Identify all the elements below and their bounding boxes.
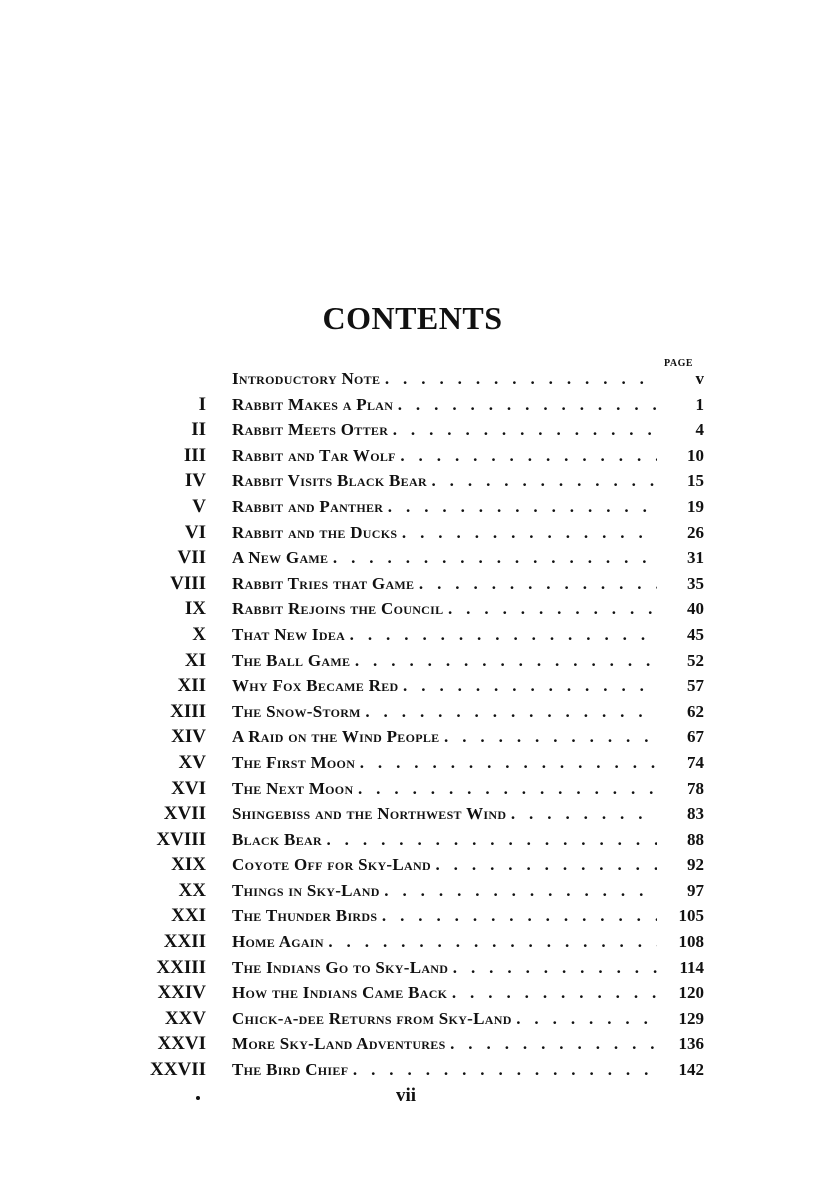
chapter-numeral: XVI: [171, 777, 206, 799]
chapter-title: The Ball Game . .: [232, 648, 657, 674]
table-of-contents: [0, 366, 840, 1083]
toc-entry[interactable]: [0, 443, 840, 469]
toc-entry[interactable]: [0, 520, 840, 546]
page-number: 88: [687, 829, 704, 849]
chapter-title: A New Game . .: [232, 545, 657, 571]
toc-entry[interactable]: [0, 903, 840, 929]
chapter-title: How the Indians Came Back . .: [232, 980, 657, 1006]
page-number: 120: [678, 983, 704, 1003]
chapter-title: Rabbit Makes a Plan . .: [232, 392, 657, 418]
page-number: 129: [678, 1008, 704, 1028]
toc-entry[interactable]: [0, 494, 840, 520]
chapter-numeral: XV: [178, 751, 206, 773]
chapter-numeral: VII: [177, 547, 206, 569]
toc-entry[interactable]: [0, 622, 840, 648]
toc-entry[interactable]: [0, 929, 840, 955]
chapter-title: The First Moon . .: [232, 750, 657, 776]
toc-entry[interactable]: [0, 468, 840, 494]
chapter-title: Rabbit Meets Otter . .: [232, 417, 657, 443]
page-number: 40: [687, 599, 704, 619]
chapter-numeral: XXI: [171, 905, 206, 927]
page-number: 1: [695, 394, 704, 414]
page-number: v: [695, 369, 704, 388]
toc-entry[interactable]: [0, 980, 840, 1006]
chapter-numeral: XIII: [170, 700, 206, 722]
chapter-title: Rabbit and Tar Wolf . .: [232, 443, 657, 469]
toc-entry[interactable]: [0, 417, 840, 443]
page-number: 67: [687, 727, 704, 747]
toc-entry[interactable]: [0, 392, 840, 418]
chapter-title: The Snow-Storm . .: [232, 699, 657, 725]
toc-entry[interactable]: [0, 1031, 840, 1057]
toc-entry[interactable]: [0, 878, 840, 904]
chapter-title: Rabbit Rejoins the Council . .: [232, 596, 657, 622]
toc-entry[interactable]: [0, 596, 840, 622]
chapter-numeral: XXIII: [156, 956, 206, 978]
chapter-title: The Bird Chief . .: [232, 1057, 657, 1083]
page-number: 35: [687, 573, 704, 593]
chapter-numeral: XIV: [171, 726, 206, 748]
page-number: 62: [687, 701, 704, 721]
page-number: 136: [678, 1034, 704, 1054]
chapter-title: The Next Moon . .: [232, 776, 657, 802]
chapter-numeral: XIX: [171, 854, 206, 876]
page-number: 45: [687, 624, 704, 644]
chapter-numeral: XI: [184, 649, 206, 671]
chapter-title: Coyote Off for Sky-Land . .: [232, 852, 657, 878]
page-number: 105: [678, 906, 704, 926]
page-number: 52: [687, 650, 704, 670]
chapter-title: Rabbit and the Ducks . .: [232, 520, 657, 546]
page-number: 74: [687, 752, 704, 772]
chapter-numeral: XII: [177, 675, 206, 697]
chapter-title: That New Idea . .: [232, 622, 657, 648]
chapter-numeral: III: [183, 444, 206, 466]
toc-entry[interactable]: [0, 955, 840, 981]
chapter-numeral: VI: [184, 521, 206, 543]
chapter-title: More Sky-Land Adventures . .: [232, 1031, 657, 1057]
toc-entry[interactable]: [0, 1006, 840, 1032]
toc-entry[interactable]: [0, 648, 840, 674]
chapter-numeral: IX: [184, 598, 206, 620]
page-number: 83: [687, 804, 704, 824]
toc-entry[interactable]: [0, 776, 840, 802]
page-number: 4: [695, 420, 704, 440]
chapter-title: Things in Sky-Land . .: [232, 878, 657, 904]
chapter-title: Rabbit and Panther . .: [232, 494, 657, 520]
chapter-numeral: XXVI: [157, 1033, 206, 1055]
page-number: 114: [679, 957, 704, 977]
toc-entry[interactable]: [0, 750, 840, 776]
chapter-numeral: XVIII: [156, 828, 206, 850]
chapter-title: Chick-a-dee Returns from Sky-Land . .: [232, 1006, 657, 1032]
chapter-numeral: I: [198, 393, 206, 415]
chapter-title: Black Bear . .: [232, 827, 657, 853]
chapter-title: Why Fox Became Red . .: [232, 673, 657, 699]
chapter-numeral: II: [191, 419, 206, 441]
page-number: 15: [687, 471, 704, 491]
page-number: 92: [687, 855, 704, 875]
chapter-title: Home Again . .: [232, 929, 657, 955]
page-number: 26: [687, 522, 704, 542]
page-column-heading: PAGE: [664, 358, 694, 369]
page-number: 97: [687, 880, 704, 900]
chapter-title: The Indians Go to Sky-Land . .: [232, 955, 657, 981]
page-number: 10: [687, 445, 704, 465]
chapter-title: Introductory Note . .: [232, 366, 657, 392]
toc-entry[interactable]: [0, 827, 840, 853]
toc-entry[interactable]: [0, 1057, 840, 1083]
chapter-title: Rabbit Tries that Game . .: [232, 571, 657, 597]
page-number: 78: [687, 778, 704, 798]
chapter-numeral: XXII: [163, 931, 206, 953]
toc-entry[interactable]: [0, 852, 840, 878]
toc-entry[interactable]: [0, 545, 840, 571]
page-number: 19: [687, 496, 704, 516]
chapter-numeral: XVII: [163, 803, 206, 825]
toc-entry[interactable]: [0, 724, 840, 750]
chapter-title: The Thunder Birds . .: [232, 903, 657, 929]
chapter-numeral: V: [192, 495, 206, 517]
chapter-numeral: XXV: [164, 1007, 206, 1029]
chapter-numeral: XX: [178, 879, 206, 901]
page-number: 108: [678, 932, 704, 952]
toc-entry[interactable]: [0, 571, 840, 597]
toc-entry[interactable]: [0, 366, 840, 392]
chapter-numeral: X: [192, 623, 206, 645]
page-number: 31: [687, 548, 704, 568]
chapter-numeral: XXIV: [157, 982, 206, 1004]
chapter-numeral: IV: [184, 470, 206, 492]
chapter-numeral: VIII: [170, 572, 206, 594]
page-title: CONTENTS: [322, 300, 503, 336]
chapter-title: Rabbit Visits Black Bear . .: [232, 468, 657, 494]
page-number: 57: [687, 676, 704, 696]
chapter-numeral: XXVII: [150, 1059, 206, 1081]
page-number: 142: [678, 1060, 704, 1080]
toc-entry[interactable]: [0, 673, 840, 699]
chapter-title: Shingebiss and the Northwest Wind . .: [232, 801, 657, 827]
chapter-title: A Raid on the Wind People . .: [232, 724, 657, 750]
folio-page-number: vii: [395, 1085, 417, 1106]
toc-entry[interactable]: [0, 699, 840, 725]
toc-entry[interactable]: [0, 801, 840, 827]
